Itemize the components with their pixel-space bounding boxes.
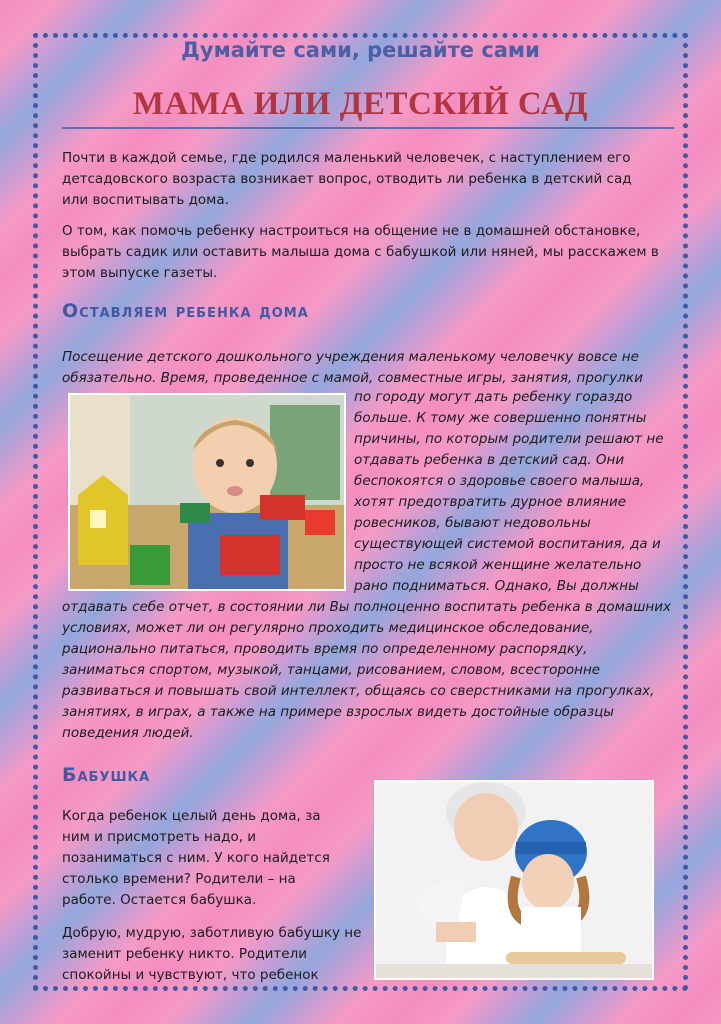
intro-paragraph-1: Почти в каждой семье, где родился маленький человечек, с наступлением его детсадовского возраста возникает вопрос, отводить ли ребенка в детский сад или воспитывать дома. [62, 150, 632, 208]
child-playing-photo [68, 393, 346, 591]
title-divider [62, 127, 674, 129]
newspaper-brand: Думайте сами, решайте сами [181, 38, 540, 62]
section-grandma-paragraph-2: Добрую, мудрую, заботливую бабушку не заменит ребенку никто. Родители спокойны и чувствуют, что ребенок [62, 925, 362, 983]
section-home-continued: отдавать себе отчет, в состоянии ли Вы полноценно воспитать ребенка в домашних условиях, может ли он регулярно проходить медицинское обследование, рационально питаться, проводить время по определенному распорядку, заниматься спортом, музыкой, танцами, рисованием, словом, всесторонне развиваться и повышать свой интеллект, общаясь со сверстниками на прогулках, занятиях, в играх, а также на примере взрослых видеть достойные образцы поведения людей. [62, 599, 672, 741]
section-home-lead: Посещение детского дошкольного учреждения маленькому человечку вовсе не обязательно. Время, проведенное с мамой, совместные игры, занятия, прогулки [62, 349, 643, 386]
section-grandma-paragraph-1: Когда ребенок целый день дома, за ним и присмотреть надо, и позаниматься с ним. У кого найдется столько времени? Родители – на работе. Остается бабушка. [62, 808, 330, 908]
intro-paragraph-2: О том, как помочь ребенку настроиться на общение не в домашней обстановке, выбрать садик или оставить малыша дома с бабушкой или няней, мы расскажем в этом выпуске газеты. [62, 223, 659, 281]
grandma-baking-photo [374, 780, 654, 980]
grandma-baking-illustration [376, 782, 652, 978]
section-heading-home: Оставляем ребенка дома [62, 300, 309, 322]
child-playing-illustration [70, 395, 344, 589]
page-title: МАМА ИЛИ ДЕТСКИЙ САД [132, 86, 589, 122]
section-heading-grandma: Бабушка [62, 764, 151, 786]
section-home-side-text: по городу могут дать ребенку гораздо больше. К тому же совершенно понятны причины, по которым родители решают не отдавать ребенка в детский сад. Они беспокоятся о здоровье своего малыша, хотят предотвратить дурное влияние ровесников, бывают недовольны существующей системой воспитания, да и просто не всякой женщине желательно рано подниматься. Однако, Вы должны [354, 389, 664, 594]
